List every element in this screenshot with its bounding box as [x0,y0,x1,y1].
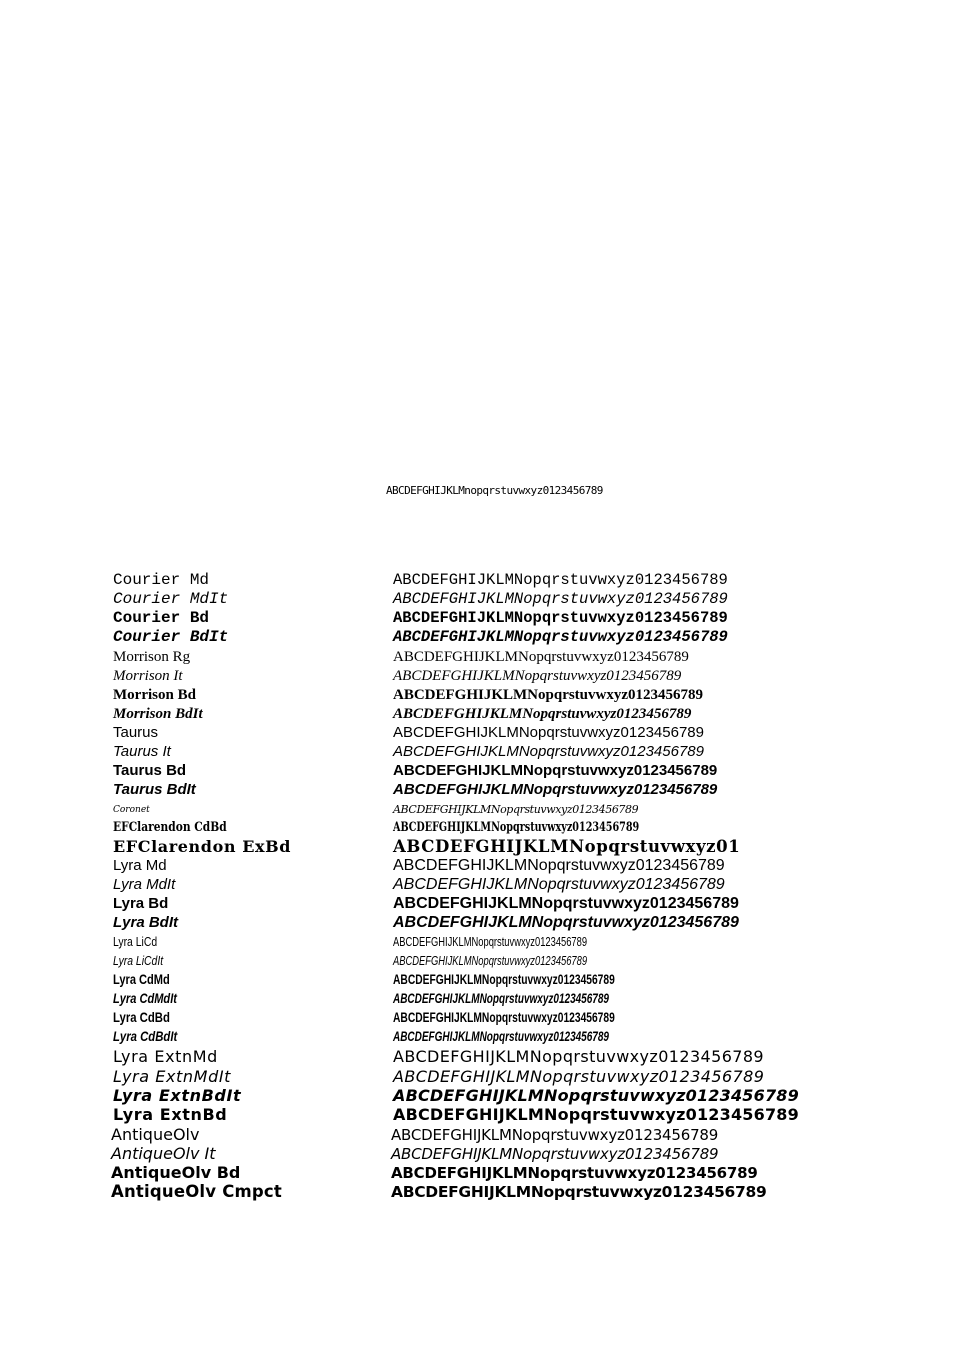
font-name: Courier MdIt [113,590,229,608]
font-row-efclarendon-exbd [0,837,954,857]
font-sample: ABCDEFGHIJKLMNopqrstuvwxyz0123456789 [393,972,615,987]
font-name: Courier Bd [113,609,210,627]
font-row-lyra-licd [0,932,954,952]
font-row-courier-bd [0,608,954,628]
font-sample: ABCDEFGHIJKLMNopqrstuvwxyz0123456789 [393,1010,615,1025]
font-row-antiqueolv-it [0,1144,954,1164]
font-row-lyra-cdbd [0,1008,954,1028]
font-sample: ABCDEFGHIJKLMNopqrstuvwxyz0123456789 [393,571,728,589]
font-sample: ABCDEFGHIJKLMNopqrstuvwxyz0123456789 [391,1126,719,1144]
font-row-lyra-bd [0,894,954,914]
font-name: Taurus BdIt [113,781,196,798]
font-sample: ABCDEFGHIJKLMNopqrstuvwxyz0123456789 [393,609,728,627]
font-sample: ABCDEFGHIJKLMNopqrstuvwxyz0123456789 [393,991,609,1006]
font-sample: ABCDEFGHIJKLMNopqrstuvwxyz0123456789 [393,820,640,835]
font-row-taurus-bd [0,761,954,781]
font-sample: ABCDEFGHIJKLMNopqrstuvwxyz0123456789 [391,1164,758,1182]
font-row-antiqueolv-cmpct [0,1182,954,1202]
font-name: AntiqueOlv It [111,1144,216,1163]
font-name: Lyra ExtnBd [113,1105,228,1124]
font-name: Lyra ExtnMd [113,1047,218,1066]
font-sample: ABCDEFGHIJKLMNopqrstuvwxyz0123456789 [393,628,728,646]
font-name: Morrison Rg [113,649,191,665]
font-name: Morrison It [113,668,183,684]
font-name: Taurus It [113,743,171,760]
font-row-lyra-extnbd [0,1105,954,1125]
font-name: Taurus Bd [113,762,187,779]
font-name: EFClarendon ExBd [113,837,292,856]
font-row-morrison-rg [0,647,954,667]
font-name: Lyra CdMdIt [113,991,177,1006]
font-sample: ABCDEFGHIJKLMNopqrstuvwxyz0123456789 [393,762,718,779]
font-name: AntiqueOlv Bd [111,1163,241,1182]
font-sample: ABCDEFGHIJKLMNopqrstuvwxyz0123456789 [393,895,739,912]
font-sample: ABCDEFGHIJKLMNopqrstuvwxyz0123456789 [393,668,682,684]
font-sample: ABCDEFGHIJKLMNopqrstuvwxyz0123456789 [393,781,718,798]
font-row-taurus [0,723,954,743]
font-name: AntiqueOlv [111,1125,200,1144]
font-row-lyra-bdit [0,913,954,933]
font-row-antiqueolv [0,1125,954,1145]
font-sample: ABCDEFGHIJKLMNopqrstuvwxyz0123456789 [391,1145,719,1163]
font-row-morrison-bdit [0,704,954,724]
font-row-efclarendon-cdbd [0,818,954,838]
font-row-antiqueolv-bd [0,1163,954,1183]
font-name: Lyra ExtnMdIt [113,1067,232,1086]
font-sample: ABCDEFGHIJKLMNopqrstuvwxyz0123456789 [393,857,725,874]
font-sample: ABCDEFGHIJKLMNopqrstuvwxyz0123456789 [393,1029,609,1044]
font-name: Courier BdIt [113,628,229,646]
font-row-taurus-it [0,742,954,762]
font-row-lyra-mdit [0,875,954,895]
font-sample: ABCDEFGHIJKLMNopqrstuvwxyz0123456789 [393,803,639,816]
font-sample: ABCDEFGHIJKLMNopqrstuvwxyz0123456789 [393,1067,765,1086]
font-sample: ABCDEFGHIJKLMNopqrstuvwxyz0123456789 [393,743,704,760]
font-sample: ABCDEFGHIJKLMNopqrstuvwxyz0123456789 [393,649,689,665]
font-row-taurus-bdit [0,780,954,800]
font-row-lyra-md [0,856,954,876]
font-name: Lyra LiCdIt [113,953,164,968]
font-sample: ABCDEFGHIJKLMNopqrstuvwxyz0123456789 [393,914,739,931]
font-row-morrison-bd [0,685,954,705]
font-row-lyra-cdmd [0,970,954,990]
font-name: Lyra CdBd [113,1010,170,1025]
font-row-courier-bdit [0,627,954,647]
font-name: Lyra BdIt [113,914,179,931]
font-sample: ABCDEFGHIJKLMNopqrstuvwxyz0123456789 [393,724,704,741]
font-name: AntiqueOlv Cmpct [111,1182,282,1201]
font-name: EFClarendon CdBd [113,820,227,835]
font-row-lyra-extnbdit [0,1086,954,1106]
font-name: Lyra MdIt [113,876,176,893]
font-sample: ABCDEFGHIJKLMNopqrstuvwxyz0123456789 [393,1086,799,1105]
font-row-lyra-cdbdit [0,1027,954,1047]
font-name: Coronet [113,805,150,815]
font-sample: ABCDEFGHIJKLMNopqrstuvwxyz01 [393,837,741,856]
font-row-lyra-extnmdit [0,1067,954,1087]
font-sample: ABCDEFGHIJKLMNopqrstuvwxyz0123456789 [393,953,588,968]
font-name: Taurus [113,724,159,741]
font-sample: ABCDEFGHIJKLMNopqrstuvwxyz0123456789 [393,1105,799,1124]
header-sample-text: ABCDEFGHIJKLMnopqrstuvwxyz0123456789 [386,484,603,497]
font-sample: ABCDEFGHIJKLMNopqrstuvwxyz0123456789 [391,1183,767,1201]
font-sample: ABCDEFGHIJKLMNopqrstuvwxyz0123456789 [393,590,728,608]
font-row-courier-md [0,570,954,590]
font-sample: ABCDEFGHIJKLMNopqrstuvwxyz0123456789 [393,706,692,722]
font-name: Lyra CdMd [113,972,170,987]
font-row-morrison-it [0,666,954,686]
font-row-lyra-cdmdit [0,989,954,1009]
font-name: Morrison BdIt [113,706,203,722]
font-name: Lyra ExtnBdIt [113,1086,242,1105]
font-name: Lyra LiCd [113,934,158,949]
font-row-courier-mdit [0,589,954,609]
font-row-lyra-extnmd [0,1047,954,1067]
font-sample: ABCDEFGHIJKLMNopqrstuvwxyz0123456789 [393,687,704,703]
font-row-coronet [0,800,954,820]
font-name: Lyra CdBdIt [113,1029,178,1044]
font-name: Lyra Bd [113,895,169,912]
font-name: Morrison Bd [113,687,196,703]
font-name: Courier Md [113,571,210,589]
font-name: Lyra Md [113,857,167,874]
font-row-lyra-licdit [0,951,954,971]
font-sample: ABCDEFGHIJKLMNopqrstuvwxyz0123456789 [393,934,588,949]
font-sample: ABCDEFGHIJKLMNopqrstuvwxyz0123456789 [393,1047,765,1066]
font-sample: ABCDEFGHIJKLMNopqrstuvwxyz0123456789 [393,876,725,893]
